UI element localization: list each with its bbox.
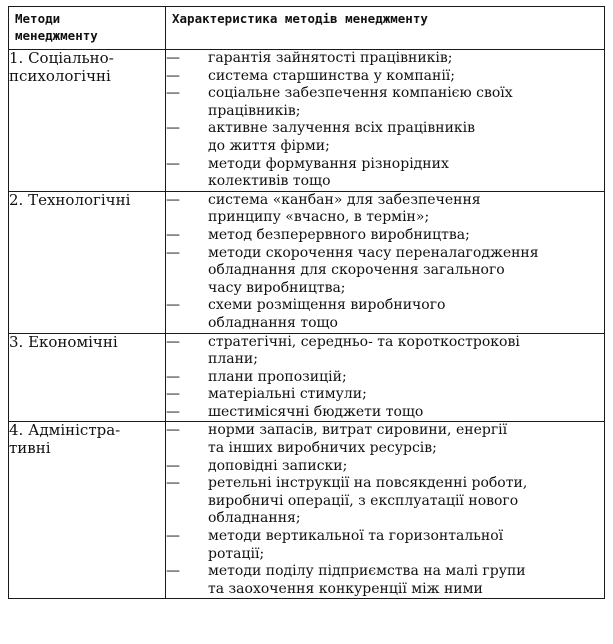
method-name: 3. Економічні <box>9 332 118 351</box>
list-item <box>166 334 604 369</box>
characteristics-cell <box>166 422 605 599</box>
table-row <box>9 333 605 422</box>
table-row <box>9 191 605 333</box>
header-methods: Методи менеджменту <box>9 7 166 50</box>
method-name: 2. Технологічні <box>9 190 131 209</box>
dash-bullet: — <box>166 457 180 474</box>
item-text: шестимісячні бюджети тощо <box>208 403 424 420</box>
list-item <box>166 369 604 387</box>
characteristics-list <box>166 334 604 422</box>
item-text: методи поділу підприємства на малі групи та заохочення конкуренції між ними <box>208 563 526 597</box>
method-cell <box>9 333 166 422</box>
characteristics-list <box>166 50 604 191</box>
item-text: соціальне забезпечення компанією своїх працівників; <box>208 85 513 119</box>
item-text: активне залучення всіх працівників до життя фірми; <box>208 120 476 154</box>
method-cell <box>9 191 166 333</box>
list-item <box>166 85 604 120</box>
list-item <box>166 50 604 68</box>
dash-bullet: — <box>166 67 180 84</box>
dash-bullet: — <box>166 226 180 243</box>
dash-bullet: — <box>166 403 180 420</box>
method-name: 4. Адміністра- тивні <box>9 421 121 457</box>
dash-bullet: — <box>166 368 180 385</box>
method-cell <box>9 422 166 599</box>
item-text: система старшинства у компанії; <box>208 67 456 84</box>
list-item <box>166 156 604 191</box>
list-item <box>166 68 604 86</box>
list-item <box>166 422 604 457</box>
list-item <box>166 192 604 227</box>
dash-bullet: — <box>166 386 180 403</box>
item-text: схеми розміщення виробничого обладнання тощо <box>208 297 446 331</box>
method-cell <box>9 50 166 192</box>
list-item <box>166 458 604 476</box>
dash-bullet: — <box>166 155 180 172</box>
item-text: стратегічні, середньо- та короткострокові плани; <box>208 333 520 368</box>
dash-bullet: — <box>166 50 180 66</box>
item-text: плани пропозицій; <box>208 368 347 385</box>
characteristics-cell <box>166 50 605 192</box>
list-item <box>166 245 604 298</box>
item-text: ретельні інструкції на повсякденні роботи, виробничі операції, з експлуатації нового обладнання; <box>208 475 528 527</box>
item-text: норми запасів, витрат сировини, енергії та інших виробничих ресурсів; <box>208 422 508 457</box>
dash-bullet: — <box>166 563 180 580</box>
list-item <box>166 120 604 155</box>
management-methods-table <box>8 6 605 599</box>
item-text: гарантія зайнятості працівників; <box>208 50 453 66</box>
dash-bullet: — <box>166 475 180 492</box>
table-row <box>9 50 605 192</box>
list-item <box>166 227 604 245</box>
list-item <box>166 404 604 422</box>
item-text: метод безперервного виробництва; <box>208 226 470 243</box>
dash-bullet: — <box>166 422 180 439</box>
characteristics-list <box>166 192 604 333</box>
list-item <box>166 475 604 528</box>
item-text: доповідні записки; <box>208 457 348 474</box>
list-item <box>166 297 604 332</box>
table-body <box>9 50 605 599</box>
dash-bullet: — <box>166 297 180 314</box>
table-row <box>9 422 605 599</box>
dash-bullet: — <box>166 333 180 350</box>
dash-bullet: — <box>166 528 180 545</box>
dash-bullet: — <box>166 120 180 137</box>
dash-bullet: — <box>166 244 180 261</box>
characteristics-cell <box>166 191 605 333</box>
list-item <box>166 563 604 598</box>
dash-bullet: — <box>166 85 180 102</box>
characteristics-cell <box>166 333 605 422</box>
header-characteristics: Характеристика методів менеджменту <box>166 7 605 50</box>
item-text: методи скорочення часу переналагодження обладнання для скорочення загального часу виробництва; <box>208 244 539 296</box>
characteristics-list <box>166 422 604 598</box>
item-text: матеріальні стимули; <box>208 386 367 403</box>
list-item <box>166 386 604 404</box>
list-item <box>166 528 604 563</box>
item-text: методи формування різнорідних колективів тощо <box>208 155 449 190</box>
header-row <box>9 7 605 50</box>
item-text: методи вертикальної та горизонтальної ротації; <box>208 528 504 562</box>
method-name: 1. Соціально- психологічні <box>9 49 114 85</box>
dash-bullet: — <box>166 191 180 208</box>
item-text: система «канбан» для забезпечення принципу «вчасно, в термін»; <box>208 191 481 226</box>
